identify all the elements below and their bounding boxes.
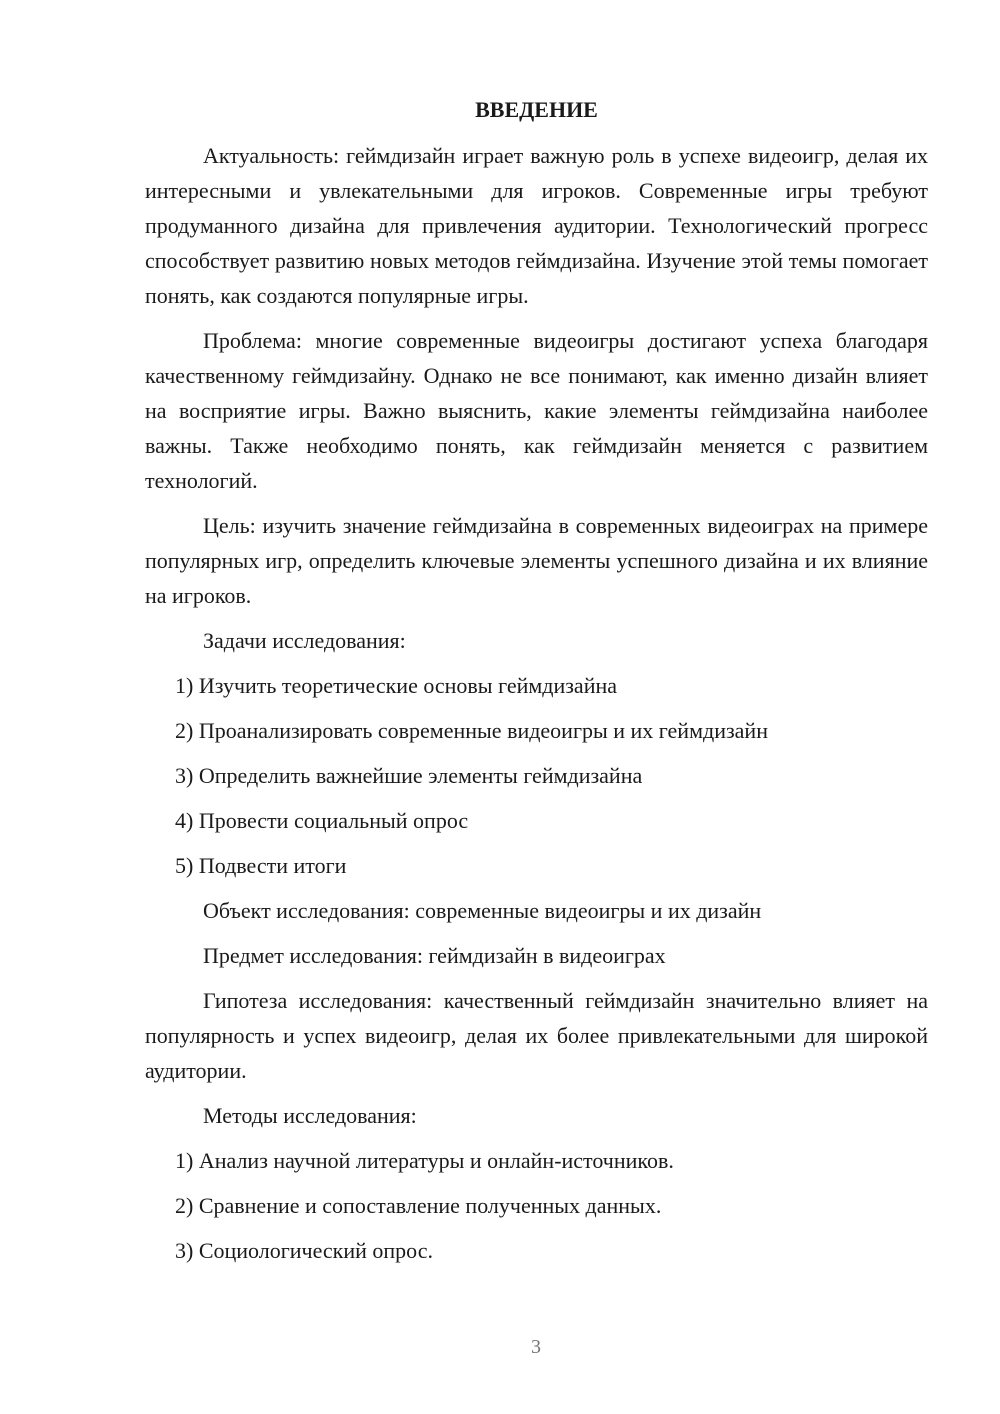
task-item: 3) Определить важнейшие элементы геймдизайна xyxy=(175,763,643,788)
method-item: 1) Анализ научной литературы и онлайн-источников. xyxy=(175,1148,674,1173)
paragraph-hypothesis: Гипотеза исследования: качественный геймдизайн значительно влияет на популярность и успех видеоигр, делая их более привлекательными для широкой аудитории. xyxy=(145,988,928,1083)
paragraph-problem: Проблема: многие современные видеоигры достигают успеха благодаря качественному геймдизайну. Однако не все понимают, как именно дизайн влияет на восприятие игры. Важно выяснить, какие элементы геймдизайна наиболее важны. Также необходимо понять, как геймдизайн меняется с развитием технологий. xyxy=(145,328,928,493)
task-item: 2) Проанализировать современные видеоигры и их геймдизайн xyxy=(175,718,768,743)
task-item: 1) Изучить теоретические основы геймдизайна xyxy=(175,673,618,698)
tasks-heading: Задачи исследования: xyxy=(203,628,406,653)
task-item: 4) Провести социальный опрос xyxy=(175,808,469,833)
document-page xyxy=(145,92,928,1278)
method-item: 2) Сравнение и сопоставление полученных данных. xyxy=(175,1193,662,1218)
paragraph-goal: Цель: изучить значение геймдизайна в современных видеоиграх на примере популярных игр, определить ключевые элементы успешного дизайна и их влияние на игроков. xyxy=(145,513,928,608)
research-subject: Предмет исследования: геймдизайн в видеоиграх xyxy=(203,943,666,968)
section-title: ВВЕДЕНИЕ xyxy=(475,97,598,122)
task-item: 5) Подвести итоги xyxy=(175,853,347,878)
research-object: Объект исследования: современные видеоигры и их дизайн xyxy=(203,898,762,923)
methods-heading: Методы исследования: xyxy=(203,1103,417,1128)
method-item: 3) Социологический опрос. xyxy=(175,1238,433,1263)
paragraph-relevance: Актуальность: геймдизайн играет важную роль в успехе видеоигр, делая их интересными и увлекательными для игроков. Современные игры требуют продуманного дизайна для привлечения аудитории. Технологический прогресс способствует развитию новых методов геймдизайна. Изучение этой темы помогает понять, как создаются популярные игры. xyxy=(145,143,928,308)
page-number: 3 xyxy=(531,1336,541,1358)
